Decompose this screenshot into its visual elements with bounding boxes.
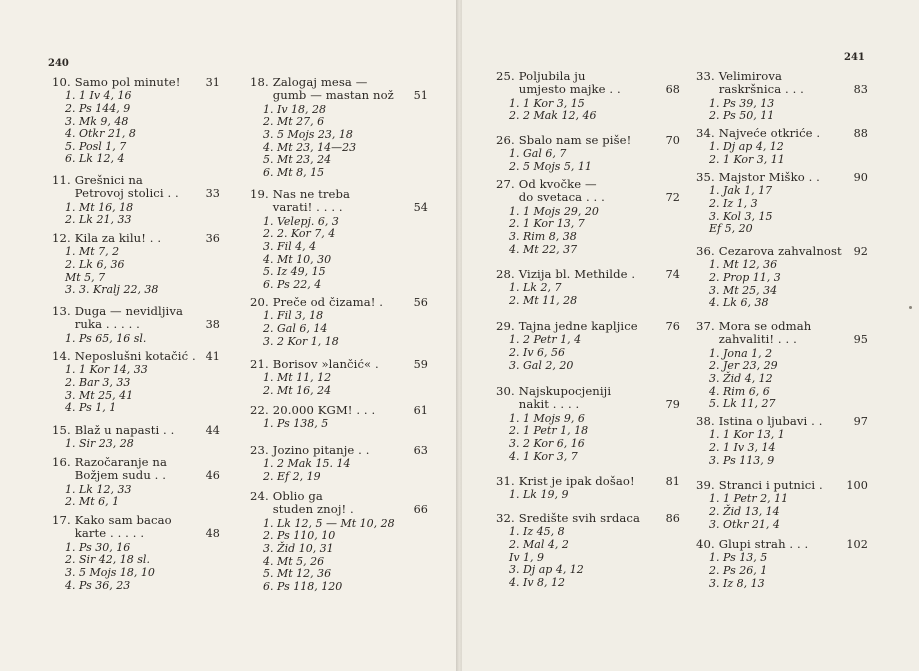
toc-entry xyxy=(250,490,428,593)
scripture-reference: 3. Dj ap 4, 12 xyxy=(509,563,584,577)
entry-number: 39. xyxy=(696,478,715,492)
entry-title: Tajna jedne kapljice xyxy=(518,319,638,333)
scripture-reference-list xyxy=(52,90,220,166)
scripture-reference-list xyxy=(696,141,868,166)
scripture-reference: 1. Gal 6, 7 xyxy=(509,147,567,161)
scripture-reference: 2. Prop 11, 3 xyxy=(709,271,781,284)
scripture-reference-list xyxy=(696,493,868,531)
entry-heading xyxy=(496,475,680,488)
entry-title: Razočaranje na Božjem sudu . . xyxy=(74,455,167,483)
entry-page-number: 100 xyxy=(846,479,868,492)
scripture-reference: 1. 1 Mojs 9, 6 xyxy=(509,411,585,425)
scripture-reference-list xyxy=(496,526,680,589)
entry-title: Oblio ga studen znoj! . xyxy=(272,489,354,517)
toc-entry xyxy=(250,296,428,348)
scripture-reference-list xyxy=(496,334,680,372)
scripture-reference-list xyxy=(496,489,680,502)
entry-page-number: 83 xyxy=(853,83,868,97)
scripture-reference: 1. Mt 11, 12 xyxy=(263,371,332,385)
scripture-reference: 3. 2 Kor 6, 16 xyxy=(509,437,585,450)
scripture-reference: 1. Jona 1, 2 xyxy=(709,346,773,360)
toc-entry xyxy=(696,538,868,590)
entry-heading xyxy=(696,127,868,140)
scripture-reference: Mt 5, 7 xyxy=(65,270,106,284)
scripture-reference: 3. Rim 8, 38 xyxy=(509,230,577,243)
scripture-reference: 3. Gal 2, 20 xyxy=(509,358,574,372)
toc-entry xyxy=(52,174,220,227)
scripture-reference: 6. Ps 22, 4 xyxy=(263,277,322,291)
scripture-reference-list xyxy=(250,372,428,397)
entry-title: Krist je ipak došao! xyxy=(518,474,635,488)
scripture-reference: 2. Mt 11, 28 xyxy=(509,294,578,307)
entry-number: 40. xyxy=(696,537,715,551)
entry-heading xyxy=(52,456,220,483)
ink-speck xyxy=(909,306,912,309)
scripture-reference: 2. 1 Kor 3, 11 xyxy=(709,153,785,166)
entry-title: Vizija bl. Methilde . xyxy=(518,267,636,281)
scripture-reference: 1. Sir 23, 28 xyxy=(65,437,134,451)
scripture-reference: 2. Iz 1, 3 xyxy=(709,197,758,210)
entry-heading xyxy=(52,76,220,89)
entry-heading xyxy=(52,305,220,332)
entry-page-number: 74 xyxy=(665,268,680,281)
scripture-reference: 1. Ps 65, 16 sl. xyxy=(65,331,147,345)
entry-heading xyxy=(52,174,220,201)
scripture-reference-list xyxy=(52,484,220,509)
scripture-reference-list xyxy=(250,518,428,594)
scripture-reference: 1. 1 Iv 4, 16 xyxy=(65,89,132,103)
entry-number: 27. xyxy=(496,177,515,191)
entry-heading xyxy=(52,424,220,437)
scripture-reference-list xyxy=(696,348,868,411)
scripture-reference: 3. Mt 25, 34 xyxy=(709,283,778,297)
scripture-reference: 4. Mt 22, 37 xyxy=(509,242,578,256)
scripture-reference: 3. Žid 4, 12 xyxy=(709,372,773,385)
scripture-reference-list xyxy=(250,418,428,431)
scripture-reference: 5. Mt 12, 36 xyxy=(263,567,332,581)
entry-title: Blaž u napasti . . xyxy=(74,423,175,437)
scripture-reference-list xyxy=(496,206,680,256)
scripture-reference: 2. Sir 42, 18 sl. xyxy=(65,553,150,567)
entry-title: Mora se odmah zahvaliti! . . . xyxy=(718,319,812,347)
toc-entry xyxy=(250,76,428,179)
entry-page-number: 72 xyxy=(665,191,680,205)
entry-heading xyxy=(696,415,868,428)
scripture-reference: 4. Rim 6, 6 xyxy=(709,384,770,398)
scripture-reference: 5. Posl 1, 7 xyxy=(65,139,127,153)
scripture-reference: 4. Mt 5, 26 xyxy=(263,554,325,568)
entry-title: Stranci i putnici . xyxy=(718,478,823,492)
scripture-reference-list xyxy=(496,413,680,463)
toc-entry xyxy=(250,188,428,291)
entry-title: Sbalo nam se piše! xyxy=(518,133,632,147)
entry-title: Preče od čizama! . xyxy=(272,295,384,309)
scripture-reference-list xyxy=(52,202,220,227)
scripture-reference: 1. Velepj. 6, 3 xyxy=(263,214,339,228)
scripture-reference-list xyxy=(696,98,868,123)
scripture-reference: 3. Mk 9, 48 xyxy=(65,114,129,128)
entry-heading xyxy=(496,385,680,412)
scripture-reference-list xyxy=(496,282,680,307)
scripture-reference-list xyxy=(52,246,220,296)
scripture-reference: 3. Iz 8, 13 xyxy=(709,576,765,590)
toc-entry xyxy=(496,320,680,372)
entry-heading xyxy=(696,538,868,551)
entry-heading xyxy=(496,178,680,205)
right-page xyxy=(462,0,919,671)
entry-page-number: 92 xyxy=(853,245,868,258)
entry-page-number: 68 xyxy=(665,83,680,97)
scripture-reference: 3. 2 Kor 1, 18 xyxy=(263,334,339,348)
toc-entry xyxy=(52,350,220,415)
entry-title: Samo pol minute! xyxy=(74,75,181,89)
scripture-reference: 2. Ps 26, 1 xyxy=(709,564,768,577)
scripture-reference: 2. Jer 23, 29 xyxy=(709,359,778,373)
entry-number: 13. xyxy=(52,304,71,318)
scripture-reference: 2. 2. Kor 7, 4 xyxy=(263,227,336,241)
scripture-reference-list xyxy=(250,104,428,180)
scripture-reference: 3. Fil 4, 4 xyxy=(263,240,317,253)
scripture-reference-list xyxy=(52,333,220,346)
entry-page-number: 70 xyxy=(665,134,680,147)
toc-entry xyxy=(250,444,428,484)
scripture-reference: 1. 1 Petr 2, 11 xyxy=(709,492,789,506)
entry-title: Borisov »lančić« . xyxy=(272,357,379,371)
entry-heading xyxy=(696,171,868,184)
scripture-reference: 1. Iv 18, 28 xyxy=(263,102,327,116)
scripture-reference: 2. Lk 6, 36 xyxy=(65,258,125,271)
entry-heading xyxy=(250,490,428,517)
entry-heading xyxy=(52,514,220,541)
entry-heading xyxy=(52,350,220,363)
scripture-reference: 4. Iv 8, 12 xyxy=(509,575,566,589)
scripture-reference: 4. 1 Kor 3, 7 xyxy=(509,449,578,463)
entry-title: Kako sam bacao karte . . . . . xyxy=(74,513,172,541)
scripture-reference-list xyxy=(696,259,868,309)
entry-number: 25. xyxy=(496,69,515,83)
page-number: 240 xyxy=(48,58,69,69)
entry-number: 11. xyxy=(52,173,71,187)
scripture-reference: 3. Žid 10, 31 xyxy=(263,542,334,555)
scripture-reference: 5. Iz 49, 15 xyxy=(263,265,326,279)
toc-entry xyxy=(496,385,680,463)
scripture-reference: 3. Otkr 21, 4 xyxy=(709,517,780,531)
scripture-reference: 4. Mt 10, 30 xyxy=(263,252,332,266)
entry-title: Neposlušni kotačić . xyxy=(74,349,196,363)
scripture-reference: 3. Kol 3, 15 xyxy=(709,209,773,223)
entry-number: 31. xyxy=(496,474,515,488)
entry-page-number: 79 xyxy=(665,398,680,412)
toc-entry xyxy=(496,512,680,589)
entry-title: Cezarova zahvalnost xyxy=(718,244,842,258)
entry-page-number: 51 xyxy=(413,89,428,103)
entry-heading xyxy=(696,245,868,258)
entry-heading xyxy=(250,188,428,215)
scripture-reference: 2. Ef 2, 19 xyxy=(263,470,321,483)
entry-number: 33. xyxy=(696,69,715,83)
entry-number: 35. xyxy=(696,170,715,184)
scripture-reference: 1. Mt 12, 36 xyxy=(709,258,778,272)
toc-entry xyxy=(696,171,868,236)
scripture-reference-list xyxy=(496,98,680,123)
scripture-reference: 6. Lk 12, 4 xyxy=(65,152,125,166)
scripture-reference: 3. Mt 25, 41 xyxy=(65,388,134,402)
scripture-reference-list xyxy=(52,364,220,414)
scripture-reference: 2. Gal 6, 14 xyxy=(263,322,328,335)
scripture-reference: 1. 1 Kor 13, 1 xyxy=(709,428,785,442)
entry-number: 10. xyxy=(52,75,71,89)
scripture-reference-list xyxy=(250,216,428,292)
scripture-reference: 1. 2 Mak 15. 14 xyxy=(263,457,351,471)
entry-number: 16. xyxy=(52,455,71,469)
entry-number: 19. xyxy=(250,187,269,201)
scripture-reference: 2. Lk 21, 33 xyxy=(65,213,132,227)
entry-number: 38. xyxy=(696,414,715,428)
scripture-reference: 1. Ps 13, 5 xyxy=(709,551,768,565)
entry-heading xyxy=(496,268,680,281)
scripture-reference: 3. 5 Mojs 23, 18 xyxy=(263,128,353,141)
scripture-reference: 2. 1 Petr 1, 18 xyxy=(509,424,589,438)
scripture-reference: 2. Ps 144, 9 xyxy=(65,102,131,115)
entry-heading xyxy=(250,404,428,417)
scripture-reference: 2. 1 Iv 3, 14 xyxy=(709,441,776,454)
entry-page-number: 46 xyxy=(205,469,220,483)
entry-heading xyxy=(250,76,428,103)
scripture-reference: 1. 1 Mojs 29, 20 xyxy=(509,204,599,218)
toc-entry xyxy=(52,232,220,297)
entry-title: Najveće otkriće . xyxy=(718,126,821,140)
scripture-reference-list xyxy=(696,552,868,590)
toc-entry xyxy=(496,475,680,502)
scripture-reference: 1. Ps 39, 13 xyxy=(709,96,775,110)
entry-number: 34. xyxy=(696,126,715,140)
entry-heading xyxy=(496,70,680,97)
entry-heading xyxy=(250,444,428,457)
scripture-reference: 2. 1 Kor 13, 7 xyxy=(509,217,585,231)
entry-page-number: 48 xyxy=(205,527,220,541)
entry-heading xyxy=(696,320,868,347)
entry-title: Od kvočke — do svetaca . . . xyxy=(518,177,605,205)
entry-page-number: 81 xyxy=(665,475,680,488)
toc-entry xyxy=(696,320,868,411)
scripture-reference: 4. Lk 6, 38 xyxy=(709,296,769,310)
entry-number: 22. xyxy=(250,403,269,417)
entry-number: 37. xyxy=(696,319,715,333)
scripture-reference: 1. Lk 12, 33 xyxy=(65,482,132,496)
entry-number: 24. xyxy=(250,489,269,503)
entry-number: 28. xyxy=(496,267,515,281)
entry-heading xyxy=(250,358,428,371)
entry-number: 23. xyxy=(250,443,269,457)
entry-page-number: 95 xyxy=(853,333,868,347)
entry-number: 14. xyxy=(52,349,71,363)
entry-title: 20.000 KGM! . . . xyxy=(272,403,376,417)
scripture-reference: 4. Ps 36, 23 xyxy=(65,578,131,592)
entry-page-number: 88 xyxy=(853,127,868,140)
entry-title: Velimirova raskršnica . . . xyxy=(718,69,804,97)
scripture-reference: 1. Lk 19, 9 xyxy=(509,488,569,502)
entry-heading xyxy=(496,320,680,333)
scripture-reference: 2. Ps 50, 11 xyxy=(709,109,775,123)
entry-title: Nas ne treba varati! . . . . xyxy=(272,187,351,215)
entry-page-number: 36 xyxy=(205,232,220,245)
entry-title: Glupi strah . . . xyxy=(718,537,809,551)
toc-entry xyxy=(696,70,868,123)
scripture-reference: 2. Iv 6, 56 xyxy=(509,346,566,359)
toc-entry xyxy=(250,404,428,431)
entry-page-number: 90 xyxy=(853,171,868,184)
scripture-reference: 3. 5 Mojs 18, 10 xyxy=(65,566,155,579)
entry-number: 17. xyxy=(52,513,71,527)
entry-page-number: 44 xyxy=(205,424,220,437)
entry-number: 20. xyxy=(250,295,269,309)
entry-page-number: 86 xyxy=(665,512,680,525)
entry-heading xyxy=(250,296,428,309)
scripture-reference: 6. Ps 118, 120 xyxy=(263,579,343,593)
toc-entry xyxy=(52,456,220,509)
entry-heading xyxy=(496,512,680,525)
toc-entry xyxy=(696,415,868,467)
entry-page-number: 102 xyxy=(846,538,868,551)
entry-heading xyxy=(496,134,680,147)
scripture-reference-list xyxy=(696,429,868,467)
toc-entry xyxy=(496,268,680,308)
scripture-reference: 2. Ps 110, 10 xyxy=(263,529,336,543)
entry-page-number: 61 xyxy=(413,404,428,417)
entry-title: Jozino pitanje . . xyxy=(272,443,370,457)
scripture-reference: 4. Ps 1, 1 xyxy=(65,401,117,415)
scripture-reference: 1. 1 Kor 14, 33 xyxy=(65,363,148,377)
scripture-reference: 2. Mt 16, 24 xyxy=(263,384,332,397)
scripture-reference: 2. Žid 13, 14 xyxy=(709,505,780,518)
scripture-reference: 3. Ps 113, 9 xyxy=(709,453,775,467)
scripture-reference: 1. Fil 3, 18 xyxy=(263,309,324,323)
scripture-reference: 1. 2 Petr 1, 4 xyxy=(509,333,582,347)
entry-title: Zalogaj mesa — gumb — mastan nož xyxy=(272,75,394,103)
entry-page-number: 41 xyxy=(205,350,220,363)
entry-heading xyxy=(696,70,868,97)
entry-page-number: 33 xyxy=(205,187,220,201)
entry-page-number: 59 xyxy=(413,358,428,371)
scripture-reference-list xyxy=(52,542,220,592)
entry-heading xyxy=(696,479,868,492)
entry-title: Najskupocjeniji nakit . . . . xyxy=(518,384,612,412)
entry-title: Istina o ljubavi . . xyxy=(718,414,823,428)
entry-title: Grešnici na Petrovoj stolici . . xyxy=(74,173,179,201)
toc-entry xyxy=(696,127,868,167)
entry-title: Poljubila ju umjesto majke . . xyxy=(518,69,621,97)
toc-entry xyxy=(52,514,220,592)
entry-number: 32. xyxy=(496,511,515,525)
entry-number: 30. xyxy=(496,384,515,398)
entry-page-number: 54 xyxy=(413,201,428,215)
scripture-reference: 2. Mt 27, 6 xyxy=(263,115,325,129)
scripture-reference: 4. Otkr 21, 8 xyxy=(65,127,136,141)
entry-title: Duga — nevidljiva ruka . . . . . xyxy=(74,304,183,332)
scripture-reference: 2. Mt 6, 1 xyxy=(65,495,120,509)
scripture-reference-list xyxy=(250,310,428,348)
scripture-reference: 1. Mt 7, 2 xyxy=(65,245,120,259)
scripture-reference: 1. Jak 1, 17 xyxy=(709,184,773,198)
entry-page-number: 76 xyxy=(665,320,680,333)
entry-page-number: 31 xyxy=(205,76,220,89)
toc-entry xyxy=(496,134,680,174)
toc-entry xyxy=(696,479,868,531)
entry-number: 26. xyxy=(496,133,515,147)
entry-number: 29. xyxy=(496,319,515,333)
entry-title: Središte svih srdaca xyxy=(518,511,640,525)
entry-page-number: 56 xyxy=(413,296,428,309)
page-number: 241 xyxy=(844,52,865,63)
scripture-reference: 4. Mt 23, 14—23 xyxy=(263,140,357,154)
entry-page-number: 38 xyxy=(205,318,220,332)
scripture-reference: 1. Lk 12, 5 — Mt 10, 28 xyxy=(263,516,395,530)
scripture-reference-list xyxy=(696,185,868,235)
scripture-reference: 2. Bar 3, 33 xyxy=(65,376,131,389)
toc-entry xyxy=(496,178,680,256)
entry-title: Kila za kilu! . . xyxy=(74,231,162,245)
toc-entry xyxy=(696,245,868,310)
scripture-reference: 1. Ps 30, 16 xyxy=(65,540,131,554)
toc-entry xyxy=(52,305,220,345)
entry-page-number: 66 xyxy=(413,503,428,517)
scripture-reference-list xyxy=(250,458,428,483)
entry-number: 21. xyxy=(250,357,269,371)
toc-entry xyxy=(52,76,220,166)
scripture-reference-list xyxy=(52,438,220,451)
scripture-reference: 1. Mt 16, 18 xyxy=(65,200,134,214)
scripture-reference: 5. Mt 23, 24 xyxy=(263,153,332,167)
entry-page-number: 63 xyxy=(413,444,428,457)
entry-title: Majstor Miško . . xyxy=(718,170,820,184)
scripture-reference: 3. 3. Kralj 22, 38 xyxy=(65,283,159,297)
scripture-reference: 1. Lk 2, 7 xyxy=(509,281,562,295)
scripture-reference: Iv 1, 9 xyxy=(509,550,545,564)
entry-number: 36. xyxy=(696,244,715,258)
scripture-reference: Ef 5, 20 xyxy=(709,222,753,236)
scripture-reference: 2. 5 Mojs 5, 11 xyxy=(509,160,592,173)
scripture-reference: 2. 2 Mak 12, 46 xyxy=(509,109,597,123)
entry-number: 18. xyxy=(250,75,269,89)
entry-page-number: 97 xyxy=(853,415,868,428)
entry-heading xyxy=(52,232,220,245)
scripture-reference: 2. Mal 4, 2 xyxy=(509,538,569,551)
scripture-reference: 1. Dj ap 4, 12 xyxy=(709,140,784,154)
toc-entry xyxy=(496,70,680,123)
left-page xyxy=(0,0,458,671)
scripture-reference: 5. Lk 11, 27 xyxy=(709,397,776,411)
entry-number: 12. xyxy=(52,231,71,245)
toc-entry xyxy=(250,358,428,398)
toc-entry xyxy=(52,424,220,451)
scripture-reference: 1. 1 Kor 3, 15 xyxy=(509,96,585,110)
entry-number: 15. xyxy=(52,423,71,437)
scripture-reference: 6. Mt 8, 15 xyxy=(263,165,325,179)
scripture-reference: 1. Iz 45, 8 xyxy=(509,525,565,539)
scripture-reference-list xyxy=(496,148,680,173)
scripture-reference: 1. Ps 138, 5 xyxy=(263,417,329,431)
